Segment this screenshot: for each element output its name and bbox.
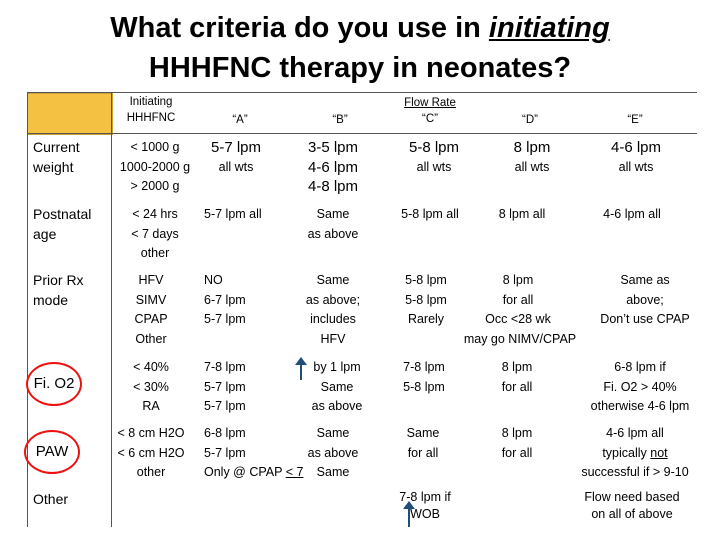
prior-b: Same as above; includes HFV — [305, 273, 361, 346]
weight-e: 4-6 lpm all wts — [610, 139, 662, 174]
prior-a: NO 6-7 lpm 5-7 lpm — [204, 273, 246, 326]
prior-initiating: HFV SIMV CPAP Other — [134, 273, 168, 346]
other-e: Flow need based on all of above — [584, 490, 680, 521]
header-b: “B” — [332, 114, 348, 126]
table-top-border — [27, 92, 697, 93]
weight-c: 5-8 lpm all wts — [408, 139, 460, 174]
header-highlight — [27, 93, 113, 135]
fio2-a: 7-8 lpm 5-7 lpm 5-7 lpm — [204, 360, 246, 413]
age-d: 8 lpm all — [498, 207, 546, 221]
age-initiating: < 24 hrs < 7 days other — [131, 207, 179, 260]
row-label-current-weight: Current weight — [33, 139, 80, 175]
paw-b: Same as above Same — [307, 426, 359, 479]
row-label-paw: PAW — [35, 443, 69, 460]
paw-e: 4-6 lpm all typically not successful if > 9-10 — [581, 426, 689, 479]
age-e: 4-6 lpm all — [603, 207, 661, 221]
prior-e: Same as above; Don’t use CPAP — [600, 273, 690, 326]
title-keyword: initiating — [488, 12, 610, 44]
paw-initiating: < 8 cm H2O < 6 cm H2O other — [117, 426, 185, 479]
weight-d: 8 lpm all wts — [513, 139, 551, 174]
age-a: 5-7 lpm all — [204, 207, 262, 221]
age-c: 5-8 lpm all — [401, 207, 459, 221]
weight-a: 5-7 lpm all wts — [210, 139, 262, 174]
other-c: 7-8 lpm if WOB — [399, 490, 451, 521]
fio2-e: 6-8 lpm if Fi. O2 > 40% otherwise 4-6 lpm — [590, 360, 690, 413]
title-line-1: What criteria do you use in initiating — [110, 12, 610, 44]
fio2-b: by 1 lpm Same as above — [311, 360, 363, 413]
weight-b: 3-5 lpm 4-6 lpm 4-8 lpm — [307, 139, 359, 195]
header-d: “D” — [522, 114, 538, 126]
prior-c: 5-8 lpm 5-8 lpm Rarely — [405, 273, 447, 326]
age-b: Same as above — [307, 207, 359, 241]
row-label-fio2: Fi. O2 — [33, 375, 75, 392]
fio2-c: 7-8 lpm 5-8 lpm — [403, 360, 445, 394]
paw-d: 8 lpm for all — [501, 426, 533, 460]
row-label-other: Other — [33, 491, 69, 507]
row-label-postnatal-age: Postnatal age — [33, 206, 92, 242]
row-label-prior-rx-mode: Prior Rx mode — [33, 272, 84, 308]
title-line-2: HHHFNC therapy in neonates? — [148, 52, 572, 84]
header-divider — [27, 133, 697, 134]
paw-c: Same for all — [406, 426, 440, 460]
fio2-circle — [26, 362, 82, 406]
header-flow-rate: Flow Rate “C” — [404, 97, 456, 125]
paw-circle — [24, 430, 80, 474]
slide-title — [0, 8, 720, 88]
prior-cd-note: may go NIMV/CPAP — [463, 332, 577, 346]
paw-a: 6-8 lpm 5-7 lpm Only @ CPAP < 7 — [204, 426, 304, 479]
fio2-d: 8 lpm for all — [501, 360, 533, 394]
header-e: “E” — [627, 114, 643, 126]
header-initiating: Initiating HHHFNC — [126, 96, 176, 124]
weight-initiating: < 1000 g 1000-2000 g > 2000 g — [119, 140, 191, 193]
prior-d: 8 lpm for all Occ <28 wk — [485, 273, 551, 326]
header-a: “A” — [232, 114, 248, 126]
fio2-initiating: < 40% < 30% RA — [133, 360, 169, 413]
